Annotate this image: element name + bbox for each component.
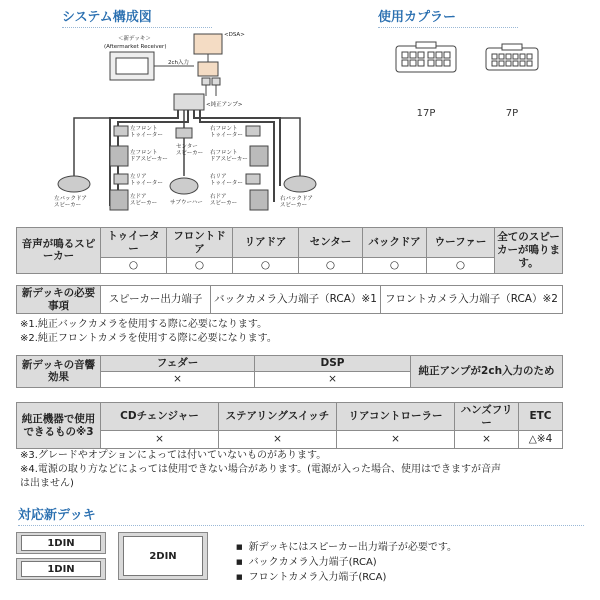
label-lr-tweeter: 左リアトゥイーター	[130, 174, 163, 187]
req-front-camera: フロントカメラ入力端子（RCA）※2	[381, 286, 563, 314]
label-stock-amp: <純正アンプ>	[206, 102, 243, 108]
note-4-cont: は出ません)	[20, 478, 74, 489]
compatible-deck-heading: 対応新デッキ	[18, 504, 584, 526]
val-woofer: ○	[427, 258, 495, 274]
label-rr-door: 右ドアスピーカー	[210, 194, 238, 207]
coupler-17p-icon	[394, 40, 458, 76]
col-dsp: DSP	[255, 356, 411, 372]
col-woofer: ウーファー	[427, 228, 495, 258]
val-back-door: ○	[363, 258, 427, 274]
coupler-7p-label: 7P	[505, 108, 519, 119]
val-fader: ×	[101, 372, 255, 388]
col-center: センター	[299, 228, 363, 258]
val-front-door: ○	[167, 258, 233, 274]
val-rear-door: ○	[233, 258, 299, 274]
din1-bottom	[16, 558, 106, 580]
val-center: ○	[299, 258, 363, 274]
dsa-unit	[194, 34, 222, 54]
speaker-row-header: 音声が鳴るスピーカー	[17, 228, 101, 274]
din1-bottom-label: 1DIN	[21, 561, 101, 577]
val-etc: △※4	[519, 431, 563, 449]
coupler-7p-icon	[484, 42, 540, 74]
label-sub: サブウーハー	[170, 200, 203, 206]
req-back-camera: バックカメラ入力端子（RCA）※1	[211, 286, 381, 314]
coupler-17p-label: 17P	[416, 108, 436, 119]
sound-row-header: 新デッキの音響効果	[17, 356, 101, 388]
feature-front-camera: ■ フロントカメラ入力端子(RCA)	[236, 570, 457, 585]
note-2: ※2.純正フロントカメラを使用する際に必要になります。	[20, 333, 277, 344]
label-rf-tweeter: 右フロントトゥイーター	[210, 126, 243, 139]
label-rf-door: 右フロントドアスピーカー	[210, 150, 248, 163]
label-lf-tweeter: 左フロントトゥイーター	[130, 126, 163, 139]
label-r-back: 右バックドアスピーカー	[280, 196, 313, 209]
sound-table	[16, 355, 563, 388]
speaker-table	[16, 227, 563, 274]
requirements-table	[16, 285, 563, 314]
col-rear-controller: リアコントローラー	[337, 403, 455, 431]
label-lr-door: 左ドアスピーカー	[130, 194, 158, 207]
col-etc: ETC	[519, 403, 563, 431]
val-hands-free: ×	[455, 431, 519, 449]
note-3: ※3.グレードやオプションによっては付いていないものがあります。	[20, 450, 327, 461]
col-all-speakers: 全てのスピーカーが鳴ります。	[495, 228, 563, 274]
notes-equipment	[20, 449, 580, 491]
feature-list	[236, 540, 457, 585]
val-tweeter: ○	[101, 258, 167, 274]
din1-top-label: 1DIN	[21, 535, 101, 551]
col-rear-door: リアドア	[233, 228, 299, 258]
label-lf-door: 左フロントドアスピーカー	[130, 150, 168, 163]
coupler-7p	[484, 42, 540, 119]
val-cd-changer: ×	[101, 431, 219, 449]
val-steering-switch: ×	[219, 431, 337, 449]
val-rear-controller: ×	[337, 431, 455, 449]
label-dsa: <DSA>	[224, 32, 245, 38]
din2-label: 2DIN	[123, 536, 203, 576]
val-dsp: ×	[255, 372, 411, 388]
label-rr-tweeter: 右リアトゥイーター	[210, 174, 243, 187]
col-front-door: フロントドア	[167, 228, 233, 258]
label-l-back: 左バックドアスピーカー	[54, 196, 87, 209]
note-4: ※4.電源の取り方などによっては使用できない場合があります。(電源が入った場合、使用はできますが音声	[20, 464, 502, 475]
req-speaker-output: スピーカー出力端子	[101, 286, 211, 314]
col-tweeter: トゥイーター	[101, 228, 167, 258]
system-diagram	[18, 26, 348, 226]
requirements-row-header: 新デッキの必要事項	[17, 286, 101, 314]
din2	[118, 532, 208, 580]
usable-row-header: 純正機器で使用できるもの※3	[17, 403, 101, 449]
col-steering-switch: ステアリングスイッチ	[219, 403, 337, 431]
note-1: ※1.純正バックカメラを使用する際に必要になります。	[20, 319, 268, 330]
couplers-heading: 使用カプラー	[378, 6, 518, 28]
col-fader: フェダー	[101, 356, 255, 372]
usable-table	[16, 402, 563, 449]
feature-speaker-output: ■ 新デッキにはスピーカー出力端子が必要です。	[236, 540, 457, 555]
stock-amp-unit	[174, 94, 204, 110]
col-back-door: バックドア	[363, 228, 427, 258]
sound-side-note: 純正アンプが2ch入力のため	[411, 356, 563, 388]
notes-camera	[20, 318, 277, 346]
system-diagram-heading: システム構成図	[62, 6, 212, 28]
coupler-17p	[394, 40, 458, 119]
din1-top	[16, 532, 106, 554]
col-cd-changer: CDチェンジャー	[101, 403, 219, 431]
feature-back-camera: ■ バックカメラ入力端子(RCA)	[236, 555, 457, 570]
label-aftermarket: (Aftermarket Receiver)	[104, 44, 167, 50]
col-hands-free: ハンズフリー	[455, 403, 519, 431]
label-new-deck: ＜新デッキ＞	[118, 36, 151, 42]
label-center: センタースピーカー	[176, 144, 204, 157]
label-2ch: 2ch入力	[168, 60, 190, 66]
